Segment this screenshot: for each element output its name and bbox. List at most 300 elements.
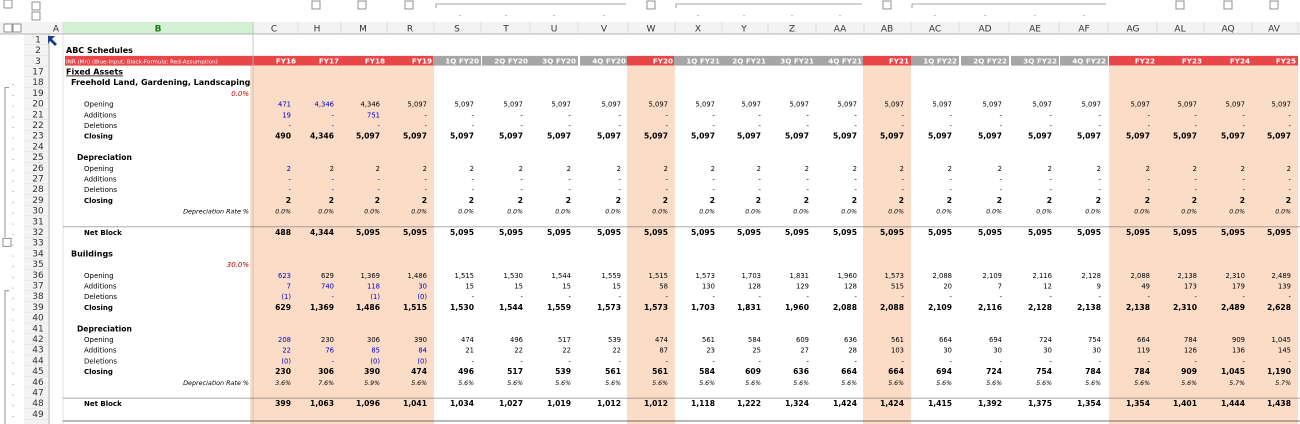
- cell-ad44[interactable]: -: [999, 357, 1002, 366]
- column-letter-b[interactable]: B: [154, 24, 162, 35]
- cell-z20[interactable]: 5,097: [789, 100, 809, 109]
- cell-v32[interactable]: 5,095: [596, 228, 621, 237]
- cell-v45[interactable]: 561: [605, 367, 621, 377]
- column-group-collapse-button[interactable]: [405, 1, 413, 9]
- cell-ae28[interactable]: -: [1049, 186, 1052, 195]
- cell-u42[interactable]: 517: [558, 336, 571, 344]
- cell-al26[interactable]: 2: [1192, 164, 1197, 173]
- cell-av22[interactable]: -: [1288, 122, 1291, 130]
- cell-y26[interactable]: 2: [756, 164, 761, 173]
- cell-ad48[interactable]: 1,392: [977, 399, 1002, 409]
- cell-aq23[interactable]: 5,097: [1220, 131, 1245, 141]
- cell-ag27[interactable]: -: [1147, 175, 1150, 184]
- row-1-number[interactable]: 1: [35, 35, 41, 46]
- cell-s38[interactable]: -: [471, 293, 474, 302]
- cell-u28[interactable]: -: [568, 186, 571, 195]
- cell-ae29[interactable]: 2: [1046, 195, 1052, 205]
- cell-c38[interactable]: (1): [281, 293, 291, 302]
- column-letter-x[interactable]: X: [694, 24, 702, 35]
- cell-ad39[interactable]: 2,116: [977, 302, 1002, 312]
- row-49-number[interactable]: 49: [32, 409, 44, 420]
- cell-x20[interactable]: 5,097: [695, 100, 715, 109]
- cell-aa27[interactable]: -: [854, 175, 857, 184]
- cell-v21[interactable]: -: [618, 111, 621, 120]
- cell-ab46[interactable]: 5.6%: [888, 379, 904, 387]
- cell-w42[interactable]: 474: [655, 336, 668, 344]
- cell-t45[interactable]: 517: [507, 367, 523, 377]
- cell-af23[interactable]: 5,097: [1076, 131, 1101, 141]
- cell-z39[interactable]: 1,960: [784, 302, 809, 312]
- cell-ae27[interactable]: -: [1049, 175, 1052, 184]
- cell-s32[interactable]: 5,095: [449, 228, 474, 237]
- cell-s44[interactable]: -: [471, 357, 474, 366]
- column-letter-t[interactable]: T: [503, 24, 509, 35]
- cell-av44[interactable]: -: [1288, 357, 1291, 366]
- cell-av43[interactable]: 145: [1278, 346, 1291, 355]
- cell-ac20[interactable]: 5,097: [932, 100, 952, 109]
- cell-s30[interactable]: 0.0%: [458, 208, 474, 216]
- cell-u43[interactable]: 22: [562, 346, 571, 355]
- cell-aq46[interactable]: 5.7%: [1229, 379, 1245, 387]
- cell-r42[interactable]: 390: [414, 336, 427, 344]
- cell-m23[interactable]: 5,097: [355, 131, 380, 141]
- cell-ag20[interactable]: 5,097: [1130, 100, 1150, 109]
- cell-m20[interactable]: 4,346: [360, 100, 380, 109]
- cell-m28[interactable]: -: [377, 186, 380, 195]
- cell-aa45[interactable]: 664: [841, 367, 857, 377]
- cell-h48[interactable]: 1,063: [309, 399, 334, 409]
- cell-ac38[interactable]: -: [949, 293, 952, 302]
- cell-av46[interactable]: 5.7%: [1275, 379, 1291, 387]
- cell-ac39[interactable]: 2,109: [927, 302, 952, 312]
- cell-r44[interactable]: (0): [417, 357, 427, 366]
- row-18-number[interactable]: 18: [32, 78, 44, 89]
- cell-v39[interactable]: 1,573: [596, 302, 621, 312]
- cell-m38[interactable]: (1): [370, 293, 380, 302]
- cell-t22[interactable]: -: [520, 122, 523, 130]
- cell-w44[interactable]: -: [665, 357, 668, 366]
- cell-z26[interactable]: 2: [804, 164, 809, 173]
- cell-r46[interactable]: 5.6%: [411, 379, 427, 387]
- cell-y37[interactable]: 128: [748, 282, 761, 291]
- cell-ad32[interactable]: 5,095: [977, 228, 1002, 237]
- cell-af27[interactable]: -: [1098, 175, 1101, 184]
- cell-ag37[interactable]: 49: [1141, 282, 1150, 291]
- cell-al36[interactable]: 2,138: [1177, 271, 1197, 280]
- cell-av27[interactable]: -: [1288, 175, 1291, 184]
- row-2-number[interactable]: 2: [35, 46, 41, 57]
- cell-av23[interactable]: 5,097: [1266, 131, 1291, 141]
- cell-r48[interactable]: 1,041: [402, 399, 427, 409]
- row-23-number[interactable]: 23: [32, 131, 44, 142]
- cell-ab21[interactable]: -: [901, 111, 904, 120]
- cell-ad30[interactable]: 0.0%: [986, 208, 1002, 216]
- cell-c36[interactable]: 623: [278, 271, 291, 280]
- cell-c23[interactable]: 490: [275, 131, 291, 141]
- column-letter-a[interactable]: A: [52, 24, 60, 35]
- cell-al43[interactable]: 126: [1184, 346, 1197, 355]
- cell-h39[interactable]: 1,369: [309, 302, 334, 312]
- cell-h23[interactable]: 4,346: [309, 131, 334, 141]
- cell-ac43[interactable]: 30: [943, 346, 952, 355]
- cell-u26[interactable]: 2: [566, 164, 571, 173]
- cell-ab20[interactable]: 5,097: [884, 100, 904, 109]
- cell-s20[interactable]: 5,097: [454, 100, 474, 109]
- cell-c29[interactable]: 2: [285, 195, 291, 205]
- cell-v30[interactable]: 0.0%: [605, 208, 621, 216]
- cell-s28[interactable]: -: [471, 186, 474, 195]
- cell-v22[interactable]: -: [618, 122, 621, 130]
- column-letter-r[interactable]: R: [406, 24, 414, 35]
- row-40-number[interactable]: 40: [32, 313, 44, 324]
- cell-ad46[interactable]: 5.6%: [986, 379, 1002, 387]
- column-letter-av[interactable]: AV: [1268, 24, 1280, 35]
- cell-h38[interactable]: -: [331, 293, 334, 302]
- cell-w43[interactable]: 87: [659, 346, 668, 355]
- cell-m27[interactable]: -: [377, 175, 380, 184]
- cell-ab36[interactable]: 1,573: [884, 271, 904, 280]
- column-letter-ac[interactable]: AC: [928, 24, 942, 35]
- cell-c46[interactable]: 3.6%: [275, 379, 291, 387]
- cell-v36[interactable]: 1,559: [601, 271, 621, 280]
- cell-s43[interactable]: 21: [465, 346, 474, 355]
- column-letter-ae[interactable]: AE: [1029, 24, 1041, 35]
- cell-u38[interactable]: -: [568, 293, 571, 302]
- column-group-collapse-button[interactable]: [1270, 1, 1278, 9]
- row-44-number[interactable]: 44: [32, 356, 44, 367]
- cell-u44[interactable]: -: [568, 357, 571, 366]
- cell-r23[interactable]: 5,097: [402, 131, 427, 141]
- cell-u32[interactable]: 5,095: [546, 228, 571, 237]
- row-22-number[interactable]: 22: [32, 121, 44, 131]
- row-36-number[interactable]: 36: [32, 270, 44, 281]
- cell-aq43[interactable]: 136: [1232, 346, 1245, 355]
- cell-z42[interactable]: 609: [796, 336, 809, 344]
- cell-h45[interactable]: 306: [318, 367, 334, 377]
- cell-af45[interactable]: 784: [1085, 367, 1101, 377]
- cell-x32[interactable]: 5,095: [690, 228, 715, 237]
- column-letter-w[interactable]: W: [646, 24, 656, 35]
- cell-h22[interactable]: -: [331, 122, 334, 130]
- cell-y32[interactable]: 5,095: [736, 228, 761, 237]
- cell-al42[interactable]: 784: [1184, 336, 1197, 344]
- cell-w45[interactable]: 561: [652, 367, 668, 377]
- cell-ad26[interactable]: 2: [997, 164, 1002, 173]
- cell-av20[interactable]: 5,097: [1271, 100, 1291, 109]
- cell-w20[interactable]: 5,097: [648, 100, 668, 109]
- cell-x28[interactable]: -: [712, 186, 715, 195]
- cell-al21[interactable]: -: [1194, 111, 1197, 120]
- cell-z29[interactable]: 2: [803, 195, 809, 205]
- row-level-top-button[interactable]: [4, 0, 12, 8]
- cell-w30[interactable]: 0.0%: [652, 208, 668, 216]
- cell-u36[interactable]: 1,544: [551, 271, 571, 280]
- cell-v44[interactable]: -: [618, 357, 621, 366]
- cell-t48[interactable]: 1,027: [498, 399, 523, 409]
- cell-ac22[interactable]: -: [949, 122, 952, 130]
- cell-ab30[interactable]: 0.0%: [888, 208, 904, 216]
- cell-y23[interactable]: 5,097: [736, 131, 761, 141]
- cell-ag28[interactable]: -: [1147, 186, 1150, 195]
- select-all-icon[interactable]: [4, 24, 12, 32]
- cell-al38[interactable]: -: [1194, 293, 1197, 302]
- column-letter-ab[interactable]: AB: [880, 24, 894, 35]
- cell-v48[interactable]: 1,012: [596, 399, 621, 409]
- row-17-number[interactable]: 17: [32, 67, 44, 78]
- cell-x42[interactable]: 561: [702, 336, 715, 344]
- cell-ad22[interactable]: -: [999, 122, 1002, 130]
- cell-s42[interactable]: 474: [461, 336, 474, 344]
- cell-t23[interactable]: 5,097: [498, 131, 523, 141]
- cell-ac21[interactable]: -: [949, 111, 952, 120]
- cell-c27[interactable]: -: [288, 175, 291, 184]
- cell-c20[interactable]: 471: [278, 100, 291, 109]
- cell-ag21[interactable]: -: [1147, 111, 1150, 120]
- row-25-number[interactable]: 25: [32, 153, 44, 164]
- cell-x48[interactable]: 1,118: [690, 399, 715, 409]
- cell-aa32[interactable]: 5,095: [832, 228, 857, 237]
- cell-v42[interactable]: 539: [608, 336, 621, 344]
- cell-w32[interactable]: 5,095: [643, 228, 668, 237]
- cell-m26[interactable]: 2: [375, 164, 380, 173]
- cell-ae38[interactable]: -: [1049, 293, 1052, 302]
- cell-c48[interactable]: 399: [275, 399, 291, 409]
- cell-m36[interactable]: 1,369: [360, 271, 380, 280]
- cell-z48[interactable]: 1,324: [784, 399, 809, 409]
- cell-u30[interactable]: 0.0%: [555, 208, 571, 216]
- cell-r27[interactable]: -: [424, 175, 427, 184]
- cell-aa26[interactable]: 2: [852, 164, 857, 173]
- row-29-number[interactable]: 29: [32, 195, 44, 206]
- cell-ae42[interactable]: 724: [1039, 336, 1052, 344]
- cell-m30[interactable]: 0.0%: [364, 208, 380, 216]
- cell-ae45[interactable]: 754: [1036, 367, 1052, 377]
- cell-aa42[interactable]: 636: [844, 336, 857, 344]
- cell-z36[interactable]: 1,831: [789, 271, 809, 280]
- cell-m32[interactable]: 5,095: [355, 228, 380, 237]
- cell-ae32[interactable]: 5,095: [1027, 228, 1052, 237]
- cell-y36[interactable]: 1,703: [741, 271, 761, 280]
- row-19-number[interactable]: 19: [32, 88, 44, 99]
- column-letter-s[interactable]: S: [454, 24, 460, 35]
- cell-ab23[interactable]: 5,097: [879, 131, 904, 141]
- cell-t38[interactable]: -: [520, 293, 523, 302]
- cell-r32[interactable]: 5,095: [402, 228, 427, 237]
- cell-ab32[interactable]: 5,095: [879, 228, 904, 237]
- cell-ab26[interactable]: 2: [899, 164, 904, 173]
- cell-h42[interactable]: 230: [321, 336, 334, 344]
- cell-af38[interactable]: -: [1098, 293, 1101, 302]
- row-31-number[interactable]: 31: [32, 217, 44, 228]
- cell-v27[interactable]: -: [618, 175, 621, 184]
- cell-ab37[interactable]: 515: [891, 282, 904, 291]
- cell-aa23[interactable]: 5,097: [832, 131, 857, 141]
- cell-av37[interactable]: 139: [1278, 282, 1291, 291]
- outline-level-2-button[interactable]: [32, 12, 40, 20]
- cell-h26[interactable]: 2: [329, 164, 334, 173]
- cell-t42[interactable]: 496: [510, 336, 523, 344]
- row-27-number[interactable]: 27: [32, 174, 44, 185]
- cell-c21[interactable]: 19: [282, 111, 291, 120]
- cell-r43[interactable]: 84: [418, 346, 427, 355]
- cell-ab28[interactable]: -: [901, 186, 904, 195]
- row-30-number[interactable]: 30: [32, 206, 44, 217]
- column-letter-aa[interactable]: AA: [833, 24, 847, 35]
- cell-al32[interactable]: 5,095: [1172, 228, 1197, 237]
- cell-c39[interactable]: 629: [275, 302, 291, 312]
- cell-af29[interactable]: 2: [1095, 195, 1101, 205]
- cell-h21[interactable]: -: [331, 111, 334, 120]
- cell-ad36[interactable]: 2,109: [982, 271, 1002, 280]
- row-41-number[interactable]: 41: [32, 324, 44, 335]
- cell-t28[interactable]: -: [520, 186, 523, 195]
- cell-al37[interactable]: 173: [1184, 282, 1197, 291]
- cell-aq36[interactable]: 2,310: [1225, 271, 1245, 280]
- cell-m22[interactable]: -: [377, 122, 380, 130]
- cell-ad20[interactable]: 5,097: [982, 100, 1002, 109]
- cell-s37[interactable]: 15: [465, 282, 474, 291]
- row-48-number[interactable]: 48: [32, 399, 44, 410]
- cell-af39[interactable]: 2,138: [1076, 302, 1101, 312]
- cell-ag43[interactable]: 119: [1137, 346, 1150, 355]
- cell-r45[interactable]: 474: [411, 367, 427, 377]
- cell-ag36[interactable]: 2,088: [1130, 271, 1150, 280]
- cell-aq39[interactable]: 2,489: [1220, 302, 1245, 312]
- cell-y48[interactable]: 1,222: [736, 399, 761, 409]
- column-letter-ad[interactable]: AD: [978, 24, 992, 35]
- cell-ab27[interactable]: -: [901, 175, 904, 184]
- row-46-number[interactable]: 46: [32, 377, 44, 388]
- cell-ag48[interactable]: 1,354: [1125, 399, 1150, 409]
- row-37-number[interactable]: 37: [32, 281, 44, 292]
- cell-h37[interactable]: 740: [321, 282, 334, 291]
- cell-h29[interactable]: 2: [328, 195, 334, 205]
- cell-t30[interactable]: 0.0%: [507, 208, 523, 216]
- cell-ae30[interactable]: 0.0%: [1036, 208, 1052, 216]
- cell-y29[interactable]: 2: [755, 195, 761, 205]
- cell-aa28[interactable]: -: [854, 186, 857, 195]
- cell-z21[interactable]: -: [806, 111, 809, 120]
- cell-r22[interactable]: -: [424, 122, 427, 130]
- cell-ag42[interactable]: 664: [1137, 336, 1150, 344]
- cell-ag26[interactable]: 2: [1145, 164, 1150, 173]
- cell-u21[interactable]: -: [568, 111, 571, 120]
- cell-v29[interactable]: 2: [615, 195, 621, 205]
- cell-t44[interactable]: -: [520, 357, 523, 366]
- cell-x36[interactable]: 1,573: [695, 271, 715, 280]
- cell-ae46[interactable]: 5.6%: [1036, 379, 1052, 387]
- row-28-number[interactable]: 28: [32, 185, 44, 196]
- cell-t43[interactable]: 22: [514, 346, 523, 355]
- cell-u27[interactable]: -: [568, 175, 571, 184]
- cell-r21[interactable]: -: [424, 111, 427, 120]
- depreciation-assumption[interactable]: 30.0%: [226, 261, 249, 270]
- cell-x43[interactable]: 23: [706, 346, 715, 355]
- cell-z27[interactable]: -: [806, 175, 809, 184]
- cell-h44[interactable]: -: [331, 357, 334, 366]
- cell-ag30[interactable]: 0.0%: [1134, 208, 1150, 216]
- cell-w37[interactable]: 58: [659, 282, 668, 291]
- cell-ae23[interactable]: 5,097: [1027, 131, 1052, 141]
- cell-u20[interactable]: 5,097: [551, 100, 571, 109]
- cell-x46[interactable]: 5.6%: [699, 379, 715, 387]
- row-24-number[interactable]: 24: [32, 142, 44, 153]
- cell-s29[interactable]: 2: [468, 195, 474, 205]
- row-47-number[interactable]: 47: [32, 388, 44, 399]
- cell-ae43[interactable]: 30: [1043, 346, 1052, 355]
- cell-w22[interactable]: -: [665, 122, 668, 130]
- cell-u22[interactable]: -: [568, 122, 571, 130]
- cell-ab48[interactable]: 1,424: [879, 399, 904, 409]
- cell-t37[interactable]: 15: [514, 282, 523, 291]
- cell-ad42[interactable]: 694: [989, 336, 1002, 344]
- cell-ac28[interactable]: -: [949, 186, 952, 195]
- cell-h46[interactable]: 7.6%: [318, 379, 334, 387]
- cell-u48[interactable]: 1,019: [546, 399, 571, 409]
- cell-y39[interactable]: 1,831: [736, 302, 761, 312]
- cell-z43[interactable]: 27: [800, 346, 809, 355]
- cell-c30[interactable]: 0.0%: [275, 208, 291, 216]
- cell-x30[interactable]: 0.0%: [699, 208, 715, 216]
- column-letter-ag[interactable]: AG: [1126, 24, 1140, 35]
- cell-h27[interactable]: -: [331, 175, 334, 184]
- row-20-number[interactable]: 20: [32, 99, 44, 110]
- cell-ac44[interactable]: -: [949, 357, 952, 366]
- cell-y43[interactable]: 25: [752, 346, 761, 355]
- cell-x39[interactable]: 1,703: [690, 302, 715, 312]
- cell-m46[interactable]: 5.9%: [364, 379, 380, 387]
- cell-h32[interactable]: 4,344: [309, 228, 334, 237]
- cell-ae36[interactable]: 2,116: [1032, 271, 1052, 280]
- cell-t36[interactable]: 1,530: [503, 271, 523, 280]
- cell-w48[interactable]: 1,012: [643, 399, 668, 409]
- cell-av29[interactable]: 2: [1285, 195, 1291, 205]
- cell-c22[interactable]: -: [288, 122, 291, 130]
- cell-aq30[interactable]: 0.0%: [1229, 208, 1245, 216]
- cell-aa30[interactable]: 0.0%: [841, 208, 857, 216]
- column-group-collapse-button[interactable]: [358, 1, 366, 9]
- cell-h28[interactable]: -: [331, 186, 334, 195]
- depreciation-assumption[interactable]: 0.0%: [231, 89, 249, 98]
- cell-c43[interactable]: 22: [282, 346, 291, 355]
- cell-w27[interactable]: -: [665, 175, 668, 184]
- cell-c42[interactable]: 208: [278, 336, 291, 344]
- cell-m45[interactable]: 390: [364, 367, 380, 377]
- cell-af26[interactable]: 2: [1096, 164, 1101, 173]
- cell-ab44[interactable]: -: [901, 357, 904, 366]
- cell-z28[interactable]: -: [806, 186, 809, 195]
- cell-aq22[interactable]: -: [1242, 122, 1245, 130]
- cell-x44[interactable]: -: [712, 357, 715, 366]
- cell-aq29[interactable]: 2: [1239, 195, 1245, 205]
- cell-y21[interactable]: -: [758, 111, 761, 120]
- cell-c44[interactable]: (0): [281, 357, 291, 366]
- column-letter-z[interactable]: Z: [788, 24, 796, 35]
- cell-ac32[interactable]: 5,095: [927, 228, 952, 237]
- cell-ab22[interactable]: -: [901, 122, 904, 130]
- cell-al44[interactable]: -: [1194, 357, 1197, 366]
- cell-t29[interactable]: 2: [517, 195, 523, 205]
- column-letter-h[interactable]: H: [313, 24, 321, 35]
- cell-u37[interactable]: 15: [562, 282, 571, 291]
- cell-aq26[interactable]: 2: [1240, 164, 1245, 173]
- cell-x37[interactable]: 130: [702, 282, 715, 291]
- cell-r29[interactable]: 2: [421, 195, 427, 205]
- cell-aq27[interactable]: -: [1242, 175, 1245, 184]
- row-35-number[interactable]: 35: [32, 260, 44, 271]
- cell-al27[interactable]: -: [1194, 175, 1197, 184]
- cell-x21[interactable]: -: [712, 111, 715, 120]
